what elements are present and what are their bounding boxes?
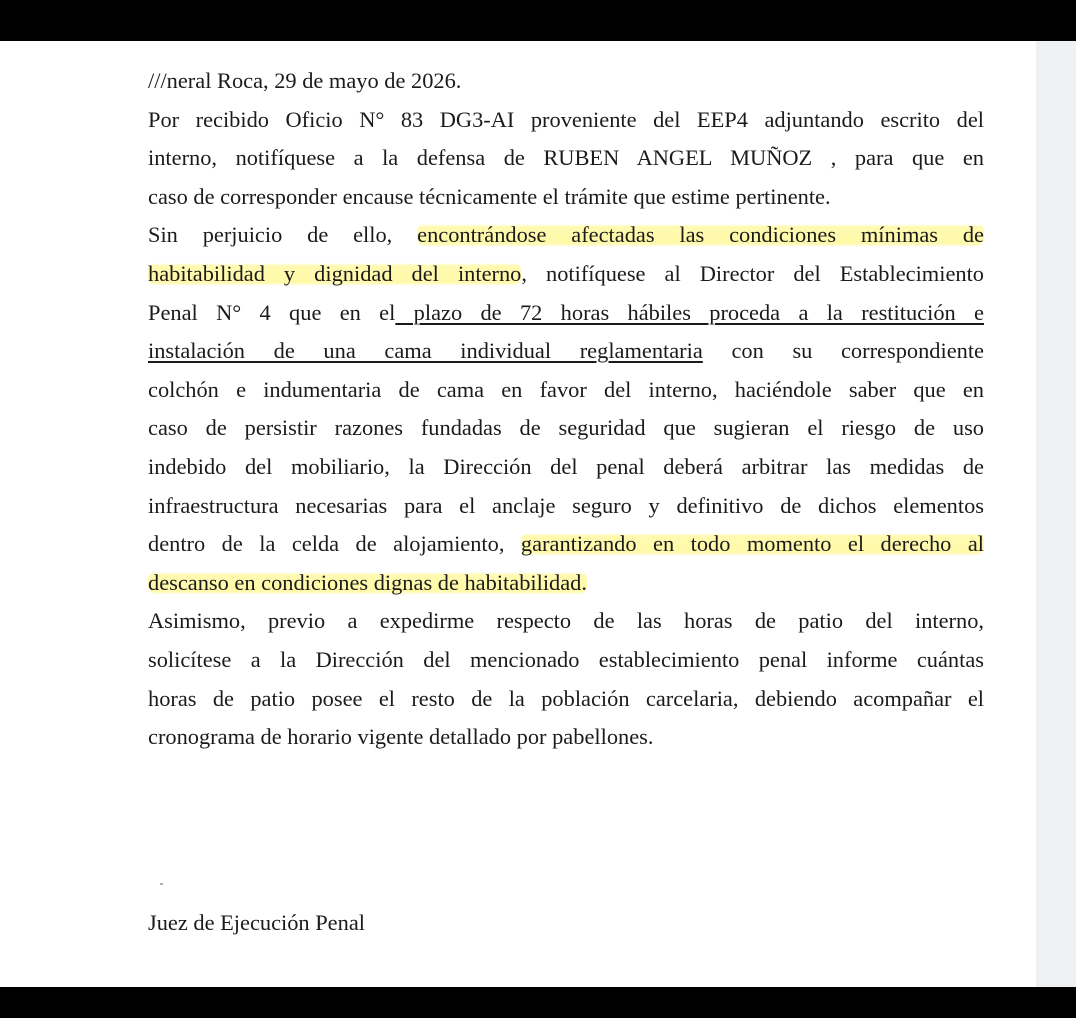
p2-line-2-end: , notifíquese al Director del Establecimiento	[521, 260, 984, 286]
side-gray-strip	[1036, 41, 1076, 987]
highlight-habitabilidad: habitabilidad y dignidad del interno	[148, 260, 522, 286]
stray-mark	[160, 883, 163, 885]
paragraph-1	[148, 101, 984, 217]
p2-line-9-start: dentro de la celda de alojamiento,	[148, 531, 505, 557]
paragraph-2	[148, 216, 984, 602]
signature-title: Juez de Ejecución Penal	[148, 910, 365, 935]
top-black-bar	[0, 0, 1076, 41]
p1-line-3: caso de corresponder encause técnicamente el trámite que estime pertinente.	[148, 183, 831, 209]
p3-line-3: horas de patio posee el resto de la población carcelaria, debiendo acompañar el	[148, 685, 984, 711]
p2-line-1-start: Sin perjuicio de ello,	[148, 222, 393, 248]
p2-line-3	[148, 294, 984, 333]
p3-line-1: Asimismo, previo a expedirme respecto de las horas de patio del interno,	[148, 608, 984, 634]
p1-line-2: interno, notifíquese a la defensa de RUBEN ANGEL MUÑOZ , para que en	[148, 145, 984, 171]
p2-line-1	[148, 216, 984, 255]
p2-line-6: caso de persistir razones fundadas de seguridad que sugieran el riesgo de uso	[148, 415, 984, 441]
p2-line-7: indebido del mobiliario, la Dirección del penal deberá arbitrar las medidas de	[148, 453, 984, 479]
p2-line-4	[148, 332, 984, 371]
p1-line-1: Por recibido Oficio N° 83 DG3-AI proveniente del EEP4 adjuntando escrito del	[148, 106, 984, 132]
p2-line-5: colchón e indumentaria de cama en favor del interno, haciéndole saber que en	[148, 376, 984, 402]
p2-line-9	[148, 525, 984, 564]
highlight-garantizando: garantizando en todo momento el derecho al	[520, 531, 984, 557]
underline-cama: instalación de una cama individual reglamentaria	[148, 338, 703, 364]
p2-line-10	[148, 564, 984, 603]
paragraph-3	[148, 602, 984, 756]
date-line: ///neral Roca, 29 de mayo de 2026.	[148, 68, 462, 93]
p3-line-4: cronograma de horario vigente detallado por pabellones.	[148, 724, 654, 750]
header-paragraph	[148, 62, 984, 101]
p2-line-3-start: Penal N° 4 que en el	[148, 299, 396, 325]
p2-line-2	[148, 255, 984, 294]
p2-line-4-end: con su correspondiente	[702, 338, 984, 364]
underline-plazo: plazo de 72 horas hábiles proceda a la restitución e	[395, 299, 984, 325]
p2-line-8: infraestructura necesarias para el anclaje seguro y definitivo de dichos elementos	[148, 492, 984, 518]
p3-line-2: solicítese a la Dirección del mencionado establecimiento penal informe cuántas	[148, 646, 984, 672]
bottom-black-bar	[0, 987, 1076, 1018]
highlight-descanso: descanso en condiciones dignas de habitabilidad.	[148, 569, 587, 595]
highlight-condiciones: encontrándose afectadas las condiciones mínimas de	[417, 222, 984, 248]
document-body	[148, 62, 984, 757]
